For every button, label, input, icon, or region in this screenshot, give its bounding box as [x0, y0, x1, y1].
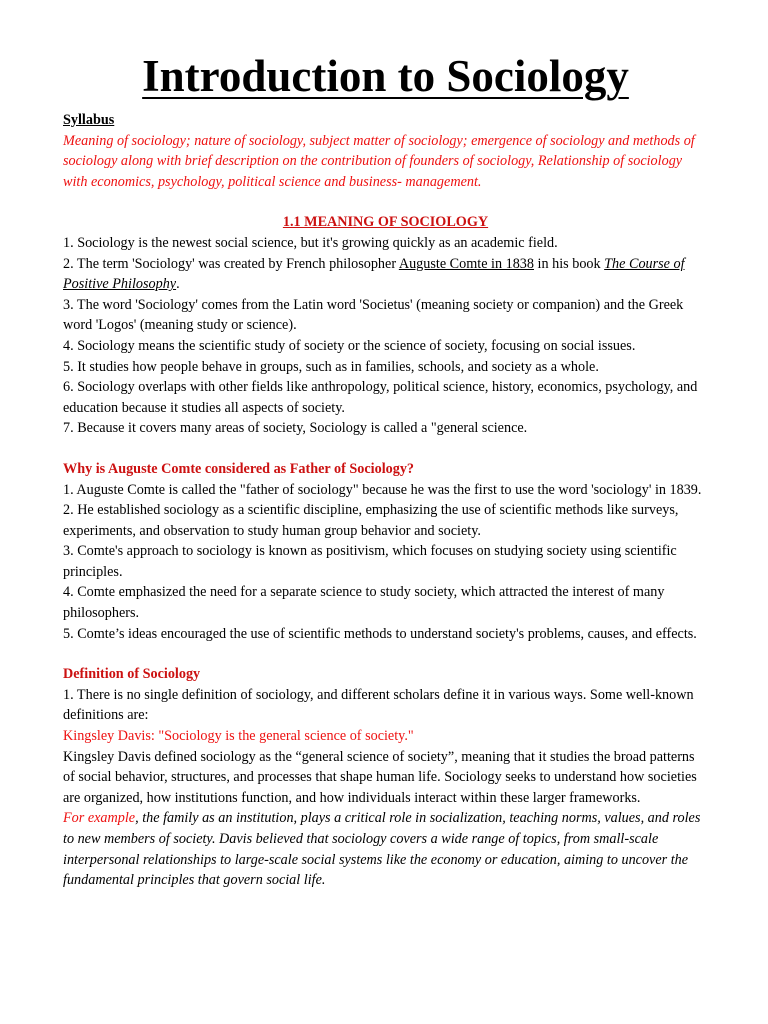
- paragraph: [63, 254, 708, 295]
- paragraph: 3. Comte's approach to sociology is known as positivism, which focuses on studying society using scientific principles.: [63, 543, 677, 580]
- syllabus-heading: Syllabus: [63, 112, 115, 128]
- example-paragraph: [63, 808, 708, 890]
- paragraph: Kingsley Davis defined sociology as the “general science of society”, meaning that it studies the broad patterns of social behavior, structures, and processes that shape human life. Sociology seeks to understand how societies are organized, how institutions function, and how individuals interact within these larger frameworks.: [63, 748, 697, 806]
- paragraph: 6. Sociology overlaps with other fields like anthropology, political science, history, economics, psychology, and education because it studies all aspects of society.: [63, 379, 698, 416]
- text-run: .: [176, 276, 180, 293]
- example-label: For example: [63, 810, 136, 827]
- document-page: [63, 50, 708, 891]
- paragraph: 7. Because it covers many areas of society, Sociology is called a "general science.: [63, 420, 528, 437]
- davis-quote: Kingsley Davis: "Sociology is the general science of society.": [63, 728, 414, 745]
- syllabus-text: Meaning of sociology; nature of sociology, subject matter of sociology; emergence of sociology and methods of sociology along with brief description on the contribution of founders of sociology, Relationship of sociology with economics, psychology, political science and business- management.: [63, 132, 695, 190]
- paragraph: 1. There is no single definition of sociology, and different scholars define it in various ways. Some well-known definitions are:: [63, 686, 694, 724]
- text-run: in his book: [534, 255, 605, 272]
- comte-reference: Auguste Comte in 1838: [398, 255, 534, 272]
- section-heading-definition: Definition of Sociology: [63, 666, 201, 683]
- paragraph: 4. Comte emphasized the need for a separate science to study society, which attracted the interest of many philosophers.: [63, 584, 665, 622]
- section-heading-comte: Why is Auguste Comte considered as Father of Sociology?: [63, 460, 415, 477]
- section-heading-meaning: 1.1 MEANING OF SOCIOLOGY: [282, 214, 489, 231]
- text-run: 2. The term 'Sociology' was created by French philosopher: [63, 255, 399, 272]
- paragraph: 3. The word 'Sociology' comes from the Latin word 'Societus' (meaning society or companion) and the Greek word 'Logos' (meaning study or science).: [63, 296, 684, 334]
- example-text: , the family as an institution, plays a critical role in socialization, teaching norms, values, and roles to new members of society. Davis believed that sociology covers a wide range of topics, from small-scale interpersonal relationships to large-scale social systems like the economy or education, aiming to uncover the fundamental principles that govern social life.: [63, 810, 701, 889]
- paragraph: 4. Sociology means the scientific study of society or the science of society, focusing on social issues.: [63, 337, 636, 354]
- paragraph: 2. He established sociology as a scientific discipline, emphasizing the use of scientific methods like surveys, experiments, and observation to study human group behavior and society.: [63, 502, 679, 539]
- book-title: The Course of Positive Philosophy: [63, 255, 685, 293]
- paragraph: 1. Auguste Comte is called the "father of sociology" because he was the first to use the word 'sociology' in 1839.: [63, 481, 702, 498]
- paragraph: 5. It studies how people behave in groups, such as in families, schools, and society as a whole.: [63, 358, 599, 375]
- paragraph: 1. Sociology is the newest social science, but it's growing quickly as an academic field.: [63, 234, 558, 251]
- document-title: Introduction to Sociology: [142, 51, 629, 101]
- paragraph: 5. Comte’s ideas encouraged the use of scientific methods to understand society's problems, causes, and effects.: [63, 625, 697, 642]
